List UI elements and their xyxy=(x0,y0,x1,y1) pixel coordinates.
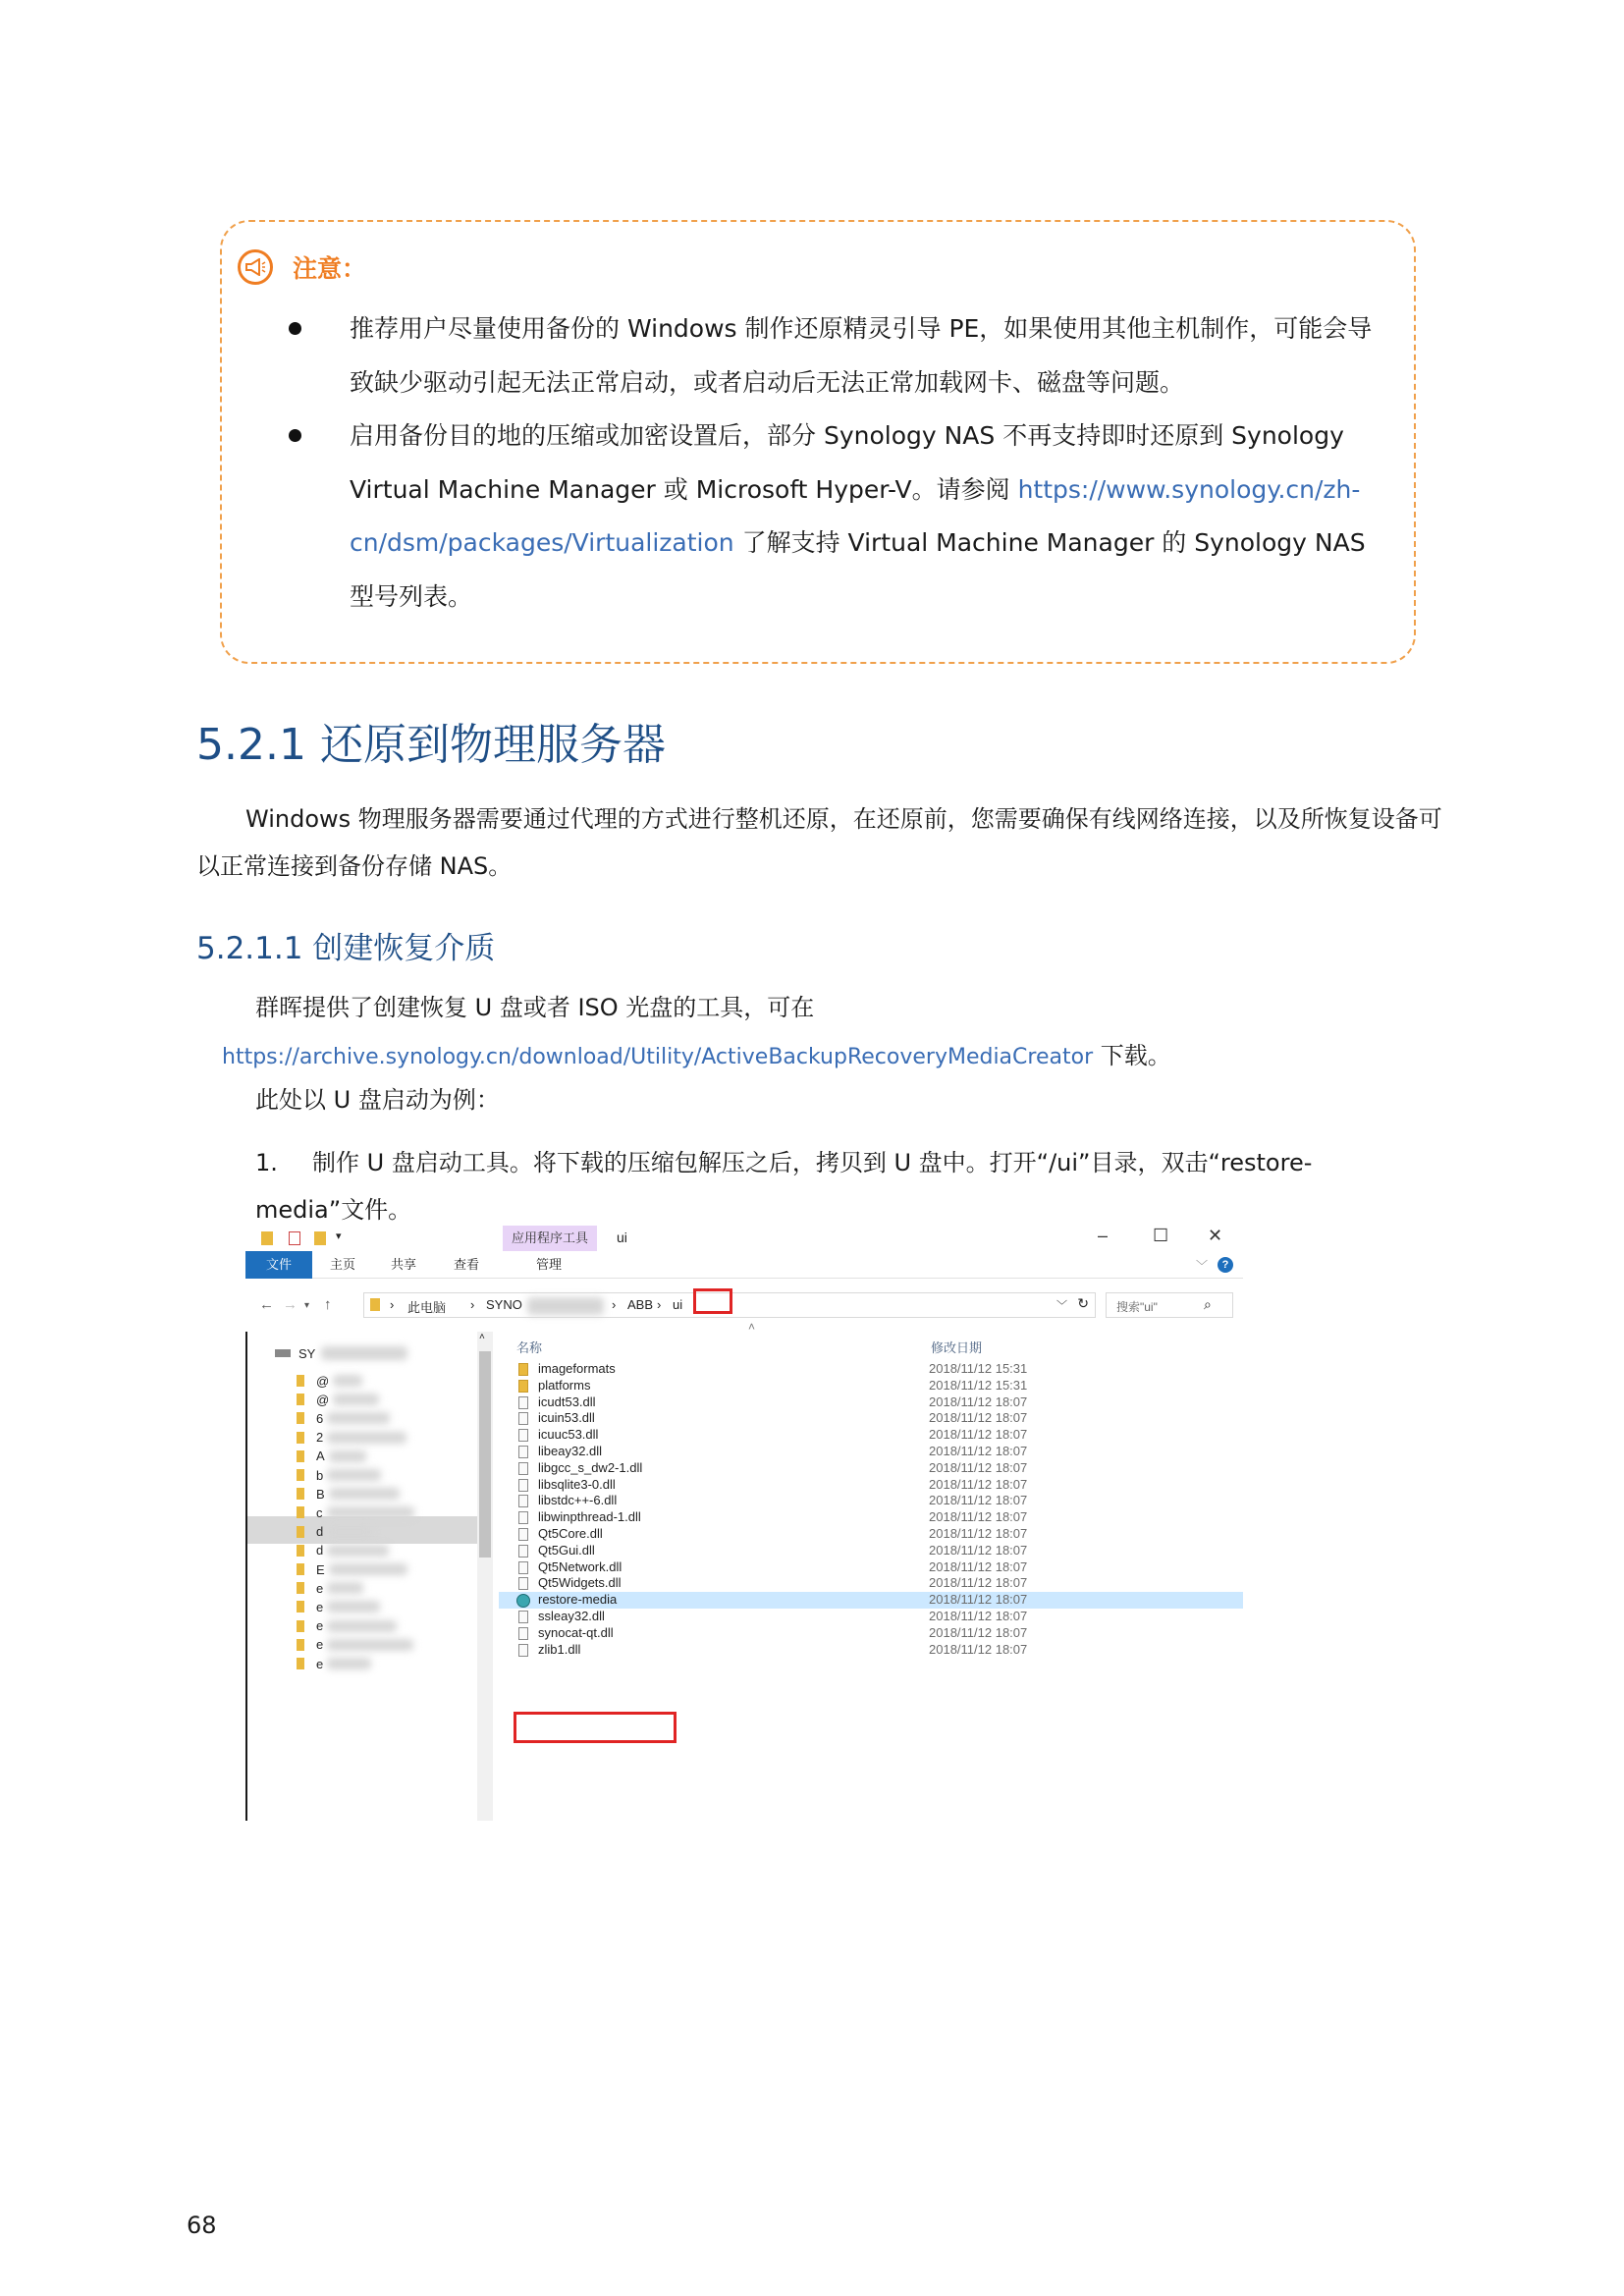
file-name: icudt53.dll xyxy=(538,1394,596,1409)
redacted-name xyxy=(327,1601,380,1613)
step-1-number: 1. xyxy=(255,1149,278,1176)
file-date: 2018/11/12 18:07 xyxy=(929,1509,1028,1525)
file-row[interactable] xyxy=(499,1378,1243,1394)
file-row[interactable] xyxy=(499,1410,1243,1427)
section-intro: Windows 物理服务器需要通过代理的方式进行整机还原，在还原前，您需要确保有线网络连接，以及所恢复设备可以正常连接到备份存储 NAS。 xyxy=(196,805,1442,880)
tree-item-label: E xyxy=(316,1561,325,1577)
folder-icon xyxy=(297,1526,304,1538)
file-name: icuin53.dll xyxy=(538,1410,595,1426)
file-date: 2018/11/12 18:07 xyxy=(929,1592,1028,1608)
redacted-name xyxy=(327,1432,406,1444)
file-name: imageformats xyxy=(538,1361,616,1376)
tree-item-label: A xyxy=(316,1449,325,1464)
file-date: 2018/11/12 18:07 xyxy=(929,1427,1028,1443)
tab-file[interactable]: 文件 xyxy=(245,1251,312,1279)
dll-file-icon xyxy=(518,1577,528,1590)
subsection-p2: 此处以 U 盘启动为例： xyxy=(255,1086,500,1114)
tree-item-label: e xyxy=(316,1618,324,1634)
file-row[interactable] xyxy=(499,1559,1243,1576)
address-row xyxy=(245,1290,1243,1320)
column-name-header[interactable]: 名称 xyxy=(516,1340,543,1355)
file-row[interactable] xyxy=(499,1460,1243,1477)
redacted-name xyxy=(327,1506,414,1518)
forward-icon[interactable]: → xyxy=(283,1296,298,1313)
file-name: libstdc++-6.dll xyxy=(538,1493,618,1508)
folder-icon xyxy=(297,1469,304,1481)
file-name: ssleay32.dll xyxy=(538,1609,605,1623)
file-row[interactable] xyxy=(499,1493,1243,1509)
folder-icon[interactable] xyxy=(261,1231,273,1245)
folder-icon xyxy=(297,1394,304,1405)
note-box xyxy=(220,220,1416,664)
expand-ribbon-icon[interactable]: ﹀ xyxy=(1195,1259,1208,1273)
tree-root-label: SY xyxy=(298,1345,316,1361)
address-bar[interactable]: › 此电脑 › SYNO › ABB › ui ﹀ ↻ xyxy=(363,1292,1096,1318)
dll-file-icon xyxy=(518,1429,528,1442)
dll-file-icon xyxy=(518,1412,528,1425)
tree-item[interactable] xyxy=(297,1650,371,1677)
folder-icon xyxy=(297,1450,304,1462)
ribbon xyxy=(245,1251,1243,1279)
breadcrumb-this-pc[interactable]: 此电脑 xyxy=(407,1300,447,1315)
file-row[interactable] xyxy=(499,1625,1243,1642)
file-row[interactable] xyxy=(499,1361,1243,1378)
recent-icon[interactable]: ▾ xyxy=(304,1300,310,1311)
file-name: Qt5Widgets.dll xyxy=(538,1575,622,1591)
file-name: zlib1.dll xyxy=(538,1641,581,1657)
file-row[interactable] xyxy=(499,1526,1243,1543)
file-date: 2018/11/12 15:31 xyxy=(929,1377,1028,1393)
file-row[interactable] xyxy=(499,1509,1243,1526)
file-name: libeay32.dll xyxy=(538,1444,603,1458)
folder-icon xyxy=(297,1432,304,1444)
note-bullet-1-text: 推荐用户尽量使用备份的 Windows 制作还原精灵引导 PE，如果使用其他主机制作，可能会导致缺少驱动引起无法正常启动，或者启动后无法正常加载网卡、磁盘等问题。 xyxy=(350,314,1373,397)
tree-scrollbar[interactable] xyxy=(477,1332,493,1821)
file-row[interactable] xyxy=(499,1444,1243,1460)
file-name: libgcc_s_dw2-1.dll xyxy=(538,1459,643,1475)
tab-view[interactable]: 查看 xyxy=(454,1257,480,1272)
file-date: 2018/11/12 18:07 xyxy=(929,1476,1028,1492)
redacted-name xyxy=(321,1346,407,1360)
tree-item-label: c xyxy=(316,1504,323,1520)
dll-file-icon xyxy=(518,1545,528,1558)
search-input[interactable]: 搜索"ui" xyxy=(1106,1292,1233,1318)
file-date: 2018/11/12 18:07 xyxy=(929,1542,1028,1558)
subsection-title: 5.2.1.1 创建恢复介质 xyxy=(196,931,496,966)
redacted-name xyxy=(327,1545,389,1557)
file-name: Qt5Gui.dll xyxy=(538,1542,595,1558)
file-date: 2018/11/12 18:07 xyxy=(929,1624,1028,1640)
folder-icon xyxy=(297,1375,304,1387)
file-row[interactable] xyxy=(499,1477,1243,1494)
customize-qat-icon[interactable]: ▾ xyxy=(336,1230,342,1242)
tree-root[interactable] xyxy=(275,1339,407,1367)
redacted-name xyxy=(329,1563,407,1575)
dll-file-icon xyxy=(518,1627,528,1640)
folder-icon xyxy=(297,1601,304,1613)
tree-item-label: b xyxy=(316,1467,324,1483)
redacted-name xyxy=(327,1412,390,1424)
column-date-header[interactable]: 修改日期 xyxy=(931,1340,983,1355)
file-name: libwinpthread-1.dll xyxy=(538,1509,641,1525)
file-date: 2018/11/12 15:31 xyxy=(929,1361,1028,1376)
folder-icon xyxy=(297,1412,304,1424)
file-name: icuuc53.dll xyxy=(538,1427,599,1443)
megaphone-icon xyxy=(238,249,273,285)
application-icon xyxy=(516,1594,530,1608)
navigation-pane xyxy=(245,1332,485,1821)
folder-icon xyxy=(518,1363,528,1376)
section-title: 5.2.1 还原到物理服务器 xyxy=(196,720,666,770)
dll-file-icon xyxy=(518,1528,528,1541)
tree-item-label: @ xyxy=(316,1373,330,1389)
bullet-dot xyxy=(289,322,301,335)
folder-icon xyxy=(297,1488,304,1500)
redacted-name xyxy=(327,1658,371,1669)
pane-edge xyxy=(245,1332,247,1821)
new-folder-icon[interactable] xyxy=(314,1231,326,1245)
breadcrumb-syno[interactable]: SYNO xyxy=(486,1297,522,1312)
folder-icon xyxy=(297,1620,304,1632)
note-bullet-2 xyxy=(289,410,1388,624)
redacted-name xyxy=(327,1526,372,1538)
note-bullet-2-after: 了解支持 Virtual Machine Manager 的 Synology NAS 型号列表。 xyxy=(350,528,1366,611)
file-date: 2018/11/12 18:07 xyxy=(929,1394,1028,1409)
drive-folder-icon xyxy=(370,1298,380,1311)
file-row[interactable] xyxy=(499,1543,1243,1559)
dll-file-icon xyxy=(518,1446,528,1458)
folder-icon xyxy=(297,1658,304,1669)
back-icon[interactable]: ← xyxy=(259,1296,274,1313)
subsection-p1: 群晖提供了创建恢复 U 盘或者 ISO 光盘的工具，可在 xyxy=(255,994,815,1021)
tree-item-label: @ xyxy=(316,1392,330,1407)
redacted-name xyxy=(329,1488,400,1500)
file-list xyxy=(499,1332,1243,1821)
tab-share[interactable]: 共享 xyxy=(391,1257,417,1272)
breadcrumb-abb[interactable]: ABB xyxy=(627,1297,654,1312)
address-dropdown-icon[interactable]: ﹀ xyxy=(1056,1300,1067,1312)
close-button[interactable]: ✕ xyxy=(1208,1226,1223,1245)
redacted-name xyxy=(527,1297,604,1315)
note-title: 注意： xyxy=(293,254,367,283)
step-1-text: 制作 U 盘启动工具。将下载的压缩包解压之后，拷贝到 U 盘中。打开“/ui”目录，双击“restore-media”文件。 xyxy=(255,1149,1313,1224)
tab-home[interactable]: 主页 xyxy=(330,1257,356,1272)
file-date: 2018/11/12 18:07 xyxy=(929,1641,1028,1657)
bullet-dot xyxy=(289,429,301,442)
tab-manage[interactable]: 管理 xyxy=(536,1257,563,1272)
ui-highlight-box xyxy=(693,1288,732,1314)
context-tab-app-tools[interactable]: 应用程序工具 xyxy=(503,1226,597,1251)
file-date: 2018/11/12 18:07 xyxy=(929,1444,1028,1458)
tree-item-label: 6 xyxy=(316,1410,324,1426)
download-after: 下载。 xyxy=(1093,1042,1171,1069)
file-date: 2018/11/12 18:07 xyxy=(929,1558,1028,1574)
redacted-name xyxy=(327,1620,397,1632)
redacted-name xyxy=(333,1375,362,1387)
tree-item-label: e xyxy=(316,1580,324,1596)
note-header xyxy=(238,249,366,285)
scroll-thumb[interactable] xyxy=(479,1351,491,1558)
file-name: restore-media xyxy=(538,1592,618,1608)
file-date: 2018/11/12 18:07 xyxy=(929,1575,1028,1591)
minimize-button[interactable]: – xyxy=(1098,1226,1109,1245)
tree-item-label: d xyxy=(316,1524,324,1540)
dll-file-icon xyxy=(518,1396,528,1409)
redacted-name xyxy=(327,1582,363,1594)
redacted-name xyxy=(333,1394,379,1405)
virtualization-link[interactable]: https://www.synology.cn/zh-cn/dsm/packages/Virtualization xyxy=(350,474,1361,557)
folder-icon xyxy=(518,1380,528,1393)
file-name: platforms xyxy=(538,1377,591,1393)
page-number: 68 xyxy=(187,2212,217,2239)
file-name: Qt5Network.dll xyxy=(538,1558,623,1574)
file-row[interactable] xyxy=(499,1592,1243,1609)
file-row[interactable] xyxy=(499,1642,1243,1659)
nas-drive-icon xyxy=(275,1349,291,1357)
file-date: 2018/11/12 18:07 xyxy=(929,1410,1028,1426)
tree-item-label: e xyxy=(316,1637,324,1653)
note-bullet-2-text xyxy=(350,410,1388,624)
file-date: 2018/11/12 18:07 xyxy=(929,1459,1028,1475)
dll-file-icon xyxy=(518,1462,528,1475)
note-bullet-1 xyxy=(289,302,1388,410)
window-title: ui xyxy=(617,1230,627,1245)
file-date: 2018/11/12 18:07 xyxy=(929,1493,1028,1508)
quick-access-toolbar xyxy=(245,1224,1243,1251)
tree-item-label: B xyxy=(316,1486,325,1502)
redacted-name xyxy=(329,1450,366,1462)
dll-file-icon xyxy=(518,1495,528,1507)
folder-icon xyxy=(297,1563,304,1575)
tree-item-label: e xyxy=(316,1656,324,1671)
properties-icon[interactable] xyxy=(289,1231,300,1245)
file-name: Qt5Core.dll xyxy=(538,1526,603,1541)
tree-item-label: 2 xyxy=(316,1430,324,1446)
dll-file-icon xyxy=(518,1644,528,1657)
file-name: synocat-qt.dll xyxy=(538,1624,614,1640)
refresh-icon[interactable]: ↻ xyxy=(1077,1295,1089,1311)
folder-icon xyxy=(297,1582,304,1594)
explorer-screenshot xyxy=(245,1224,1243,1821)
note-bullet-2-before: 启用备份目的地的压缩或加密设置后，部分 Synology NAS 不再支持即时还原到 Synology Virtual Machine Manager 或 Microsoft Hyper-V。请参阅 xyxy=(350,421,1344,504)
download-line xyxy=(222,1032,1171,1081)
breadcrumb-ui[interactable]: ui xyxy=(673,1297,683,1312)
file-name: libsqlite3-0.dll xyxy=(538,1476,616,1492)
file-row[interactable] xyxy=(499,1394,1243,1411)
download-link[interactable]: https://archive.synology.cn/download/Utility/ActiveBackupRecoveryMediaCreator xyxy=(222,1045,1094,1069)
step-1 xyxy=(255,1139,1394,1233)
file-date: 2018/11/12 18:07 xyxy=(929,1526,1028,1541)
file-row[interactable] xyxy=(499,1575,1243,1592)
dll-file-icon xyxy=(518,1561,528,1574)
dll-file-icon xyxy=(518,1611,528,1623)
tree-item-label: d xyxy=(316,1543,324,1558)
file-row[interactable] xyxy=(499,1427,1243,1444)
scroll-up-icon[interactable]: ˄ xyxy=(479,1332,485,1342)
redacted-name xyxy=(327,1469,381,1481)
folder-icon xyxy=(297,1545,304,1557)
dll-file-icon xyxy=(518,1479,528,1492)
redacted-name xyxy=(327,1639,413,1651)
sort-indicator-icon: ˄ xyxy=(748,1320,756,1334)
up-icon[interactable]: ↑ xyxy=(324,1296,332,1313)
dll-file-icon xyxy=(518,1511,528,1524)
file-row[interactable] xyxy=(499,1609,1243,1625)
search-icon[interactable]: ⌕ xyxy=(1204,1296,1212,1312)
maximize-button[interactable]: ☐ xyxy=(1153,1226,1169,1245)
file-date: 2018/11/12 18:07 xyxy=(929,1609,1028,1623)
restore-media-highlight-box xyxy=(514,1712,677,1743)
folder-icon xyxy=(297,1506,304,1518)
folder-icon xyxy=(297,1639,304,1651)
tree-item-label: e xyxy=(316,1599,324,1614)
help-icon[interactable]: ? xyxy=(1218,1257,1233,1273)
